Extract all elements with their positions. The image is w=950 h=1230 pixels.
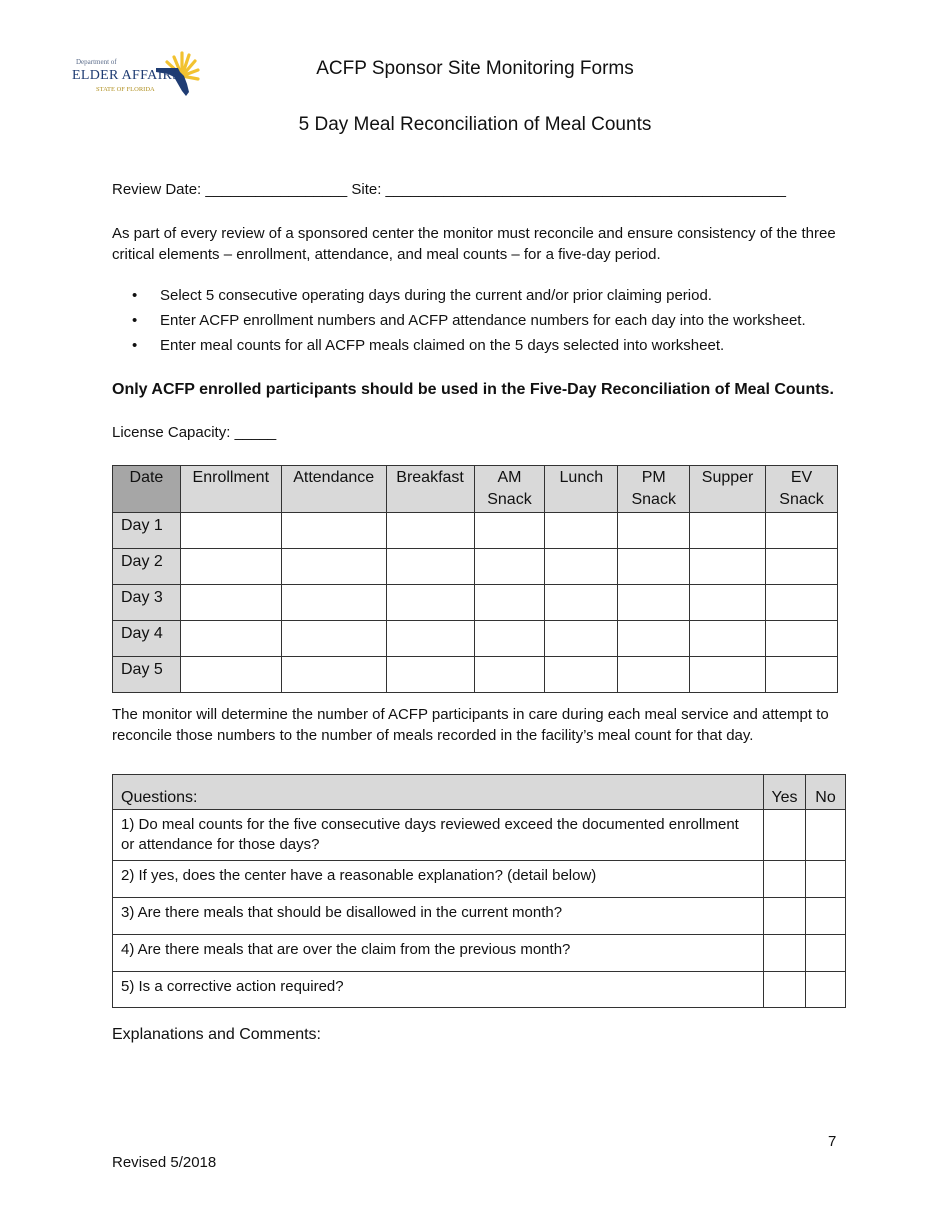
column-header-am-snack: AM Snack (474, 466, 545, 513)
list-item (112, 311, 852, 336)
revised-date: Revised 5/2018 (112, 1154, 217, 1171)
question-text: 2) If yes, does the center have a reasonable explanation? (detail below) (113, 861, 764, 898)
list-item (112, 286, 852, 311)
entry-cell[interactable] (180, 513, 281, 549)
entry-cell[interactable] (545, 513, 618, 549)
table-row (113, 972, 846, 1008)
entry-cell[interactable] (766, 585, 838, 621)
yes-header: Yes (764, 775, 806, 810)
question-text: 3) Are there meals that should be disallowed in the current month? (113, 898, 764, 935)
logo-department-text: Department of (76, 58, 117, 66)
no-checkbox-cell[interactable] (806, 898, 846, 935)
license-capacity-field[interactable]: License Capacity: _____ (112, 424, 277, 441)
entry-cell[interactable] (766, 621, 838, 657)
entry-cell[interactable] (281, 513, 386, 549)
yes-checkbox-cell[interactable] (764, 935, 806, 972)
column-header-attendance: Attendance (281, 466, 386, 513)
day-label: Day 5 (113, 657, 181, 693)
entry-cell[interactable] (545, 549, 618, 585)
entry-cell[interactable] (766, 549, 838, 585)
questions-table (112, 774, 846, 1008)
table-row (113, 935, 846, 972)
no-header: No (806, 775, 846, 810)
page-number: 7 (828, 1133, 837, 1150)
table-row (113, 861, 846, 898)
enrollment-notice: Only ACFP enrolled participants should be used in the Five-Day Reconciliation of Meal Counts. (112, 381, 834, 398)
day-label: Day 3 (113, 585, 181, 621)
explanations-label: Explanations and Comments: (112, 1026, 321, 1043)
monitor-paragraph: The monitor will determine the number of ACFP participants in care during each meal service and attempt to reconcile those numbers to the number of meals recorded in the facility’s meal count for that day. (112, 706, 829, 744)
no-checkbox-cell[interactable] (806, 810, 846, 861)
entry-cell[interactable] (690, 621, 766, 657)
bullet-icon: • (132, 287, 138, 304)
entry-cell[interactable] (690, 657, 766, 693)
list-item (112, 336, 852, 361)
entry-cell[interactable] (386, 513, 474, 549)
entry-cell[interactable] (545, 585, 618, 621)
document-subtitle: 5 Day Meal Reconciliation of Meal Counts (298, 114, 652, 135)
no-checkbox-cell[interactable] (806, 861, 846, 898)
yes-checkbox-cell[interactable] (764, 861, 806, 898)
day-label: Day 4 (113, 621, 181, 657)
entry-cell[interactable] (474, 621, 545, 657)
column-header-lunch: Lunch (545, 466, 618, 513)
table-row (113, 513, 838, 549)
list-item-text: Enter meal counts for all ACFP meals claimed on the 5 days selected into worksheet. (160, 337, 725, 354)
entry-cell[interactable] (281, 657, 386, 693)
table-row (113, 621, 838, 657)
question-text: 5) Is a corrective action required? (113, 972, 764, 1008)
table-row (113, 898, 846, 935)
entry-cell[interactable] (545, 621, 618, 657)
questions-header: Questions: (113, 775, 764, 810)
logo-state-text: STATE OF FLORIDA (96, 86, 155, 93)
intro-paragraph: As part of every review of a sponsored center the monitor must reconcile and ensure consistency of the three critical elements – enrollment, attendance, and meal counts – for a five-day period. (112, 225, 836, 263)
entry-cell[interactable] (545, 657, 618, 693)
no-checkbox-cell[interactable] (806, 935, 846, 972)
entry-cell[interactable] (618, 657, 690, 693)
no-checkbox-cell[interactable] (806, 972, 846, 1008)
table-row (113, 585, 838, 621)
table-row (113, 810, 846, 861)
document-title: ACFP Sponsor Site Monitoring Forms (316, 58, 634, 79)
entry-cell[interactable] (386, 621, 474, 657)
day-label: Day 1 (113, 513, 181, 549)
column-header-pm-snack: PM Snack (618, 466, 690, 513)
yes-checkbox-cell[interactable] (764, 898, 806, 935)
table-row (113, 549, 838, 585)
review-date-site-line[interactable]: Review Date: _________________ Site: ________________________________________________ (112, 181, 786, 198)
entry-cell[interactable] (766, 513, 838, 549)
column-header-breakfast: Breakfast (386, 466, 474, 513)
entry-cell[interactable] (766, 657, 838, 693)
question-text: 1) Do meal counts for the five consecutive days reviewed exceed the documented enrollment or attendance for those days? (113, 810, 764, 861)
instruction-list (112, 286, 852, 361)
list-item-text: Select 5 consecutive operating days during the current and/or prior claiming period. (160, 287, 712, 304)
question-text: 4) Are there meals that are over the claim from the previous month? (113, 935, 764, 972)
table-header-row (113, 775, 846, 810)
column-header-supper: Supper (690, 466, 766, 513)
entry-cell[interactable] (474, 657, 545, 693)
entry-cell[interactable] (281, 621, 386, 657)
entry-cell[interactable] (386, 585, 474, 621)
logo-main-text: ELDER AFFAIRS (72, 68, 181, 83)
entry-cell[interactable] (386, 549, 474, 585)
entry-cell[interactable] (690, 585, 766, 621)
entry-cell[interactable] (690, 549, 766, 585)
entry-cell[interactable] (618, 513, 690, 549)
entry-cell[interactable] (690, 513, 766, 549)
entry-cell[interactable] (618, 621, 690, 657)
bullet-icon: • (132, 312, 138, 329)
column-header-enrollment: Enrollment (180, 466, 281, 513)
entry-cell[interactable] (474, 513, 545, 549)
entry-cell[interactable] (618, 585, 690, 621)
entry-cell[interactable] (180, 657, 281, 693)
entry-cell[interactable] (386, 657, 474, 693)
entry-cell[interactable] (180, 549, 281, 585)
table-header-row (113, 466, 838, 513)
entry-cell[interactable] (180, 621, 281, 657)
entry-cell[interactable] (474, 585, 545, 621)
entry-cell[interactable] (281, 549, 386, 585)
bullet-icon: • (132, 337, 138, 354)
meal-reconciliation-table (112, 465, 838, 693)
column-header-date: Date (113, 466, 181, 513)
entry-cell[interactable] (180, 585, 281, 621)
day-label: Day 2 (113, 549, 181, 585)
column-header-ev-snack: EV Snack (766, 466, 838, 513)
entry-cell[interactable] (474, 549, 545, 585)
entry-cell[interactable] (618, 549, 690, 585)
yes-checkbox-cell[interactable] (764, 972, 806, 1008)
entry-cell[interactable] (281, 585, 386, 621)
table-row (113, 657, 838, 693)
list-item-text: Enter ACFP enrollment numbers and ACFP attendance numbers for each day into the worksheet. (160, 312, 806, 329)
yes-checkbox-cell[interactable] (764, 810, 806, 861)
